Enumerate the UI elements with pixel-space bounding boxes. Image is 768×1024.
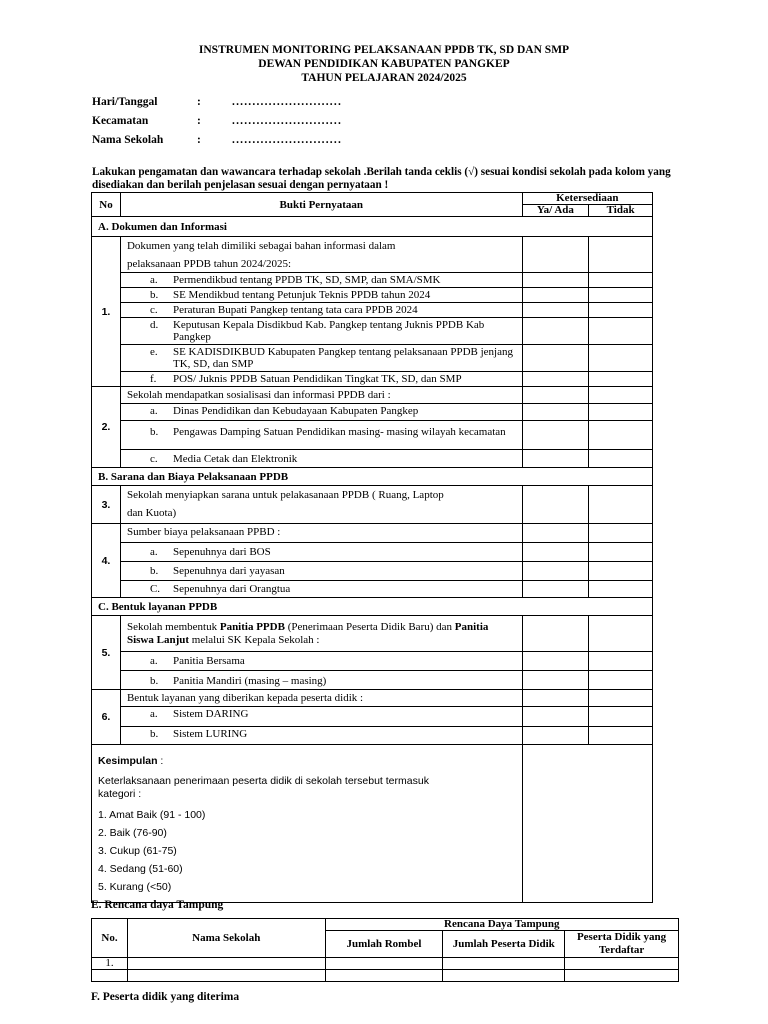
check-ya[interactable] [522,562,589,581]
header-title: INSTRUMEN MONITORING PELAKSANAAN PPDB TK, SD DAN SMP [198,44,570,56]
cell-rombel[interactable] [325,958,443,970]
question-text-line: pelaksanaan PPDB tahun 2024/2025: [126,258,292,270]
check-tidak[interactable] [589,372,653,387]
item-text: Sistem DARING [172,708,249,720]
section-f-heading: F. Peserta didik yang diterima [91,991,240,1003]
item-letter: e. [149,346,158,358]
instruction-text: Lakukan pengamatan dan wawancara terhadap sekolah .Berilah tanda ceklis (√) sesuai kondisi sekolah pada kolom yang disediakan dan berilah penjelasan sesuai dengan pernyataan ! [92,166,671,191]
question-text-line: Sekolah menyiapkan sarana untuk pelakasanaan PPDB ( Ruang, Laptop [126,489,444,501]
category-item: 4. Sedang (51-60) [98,863,183,875]
item-letter: f. [149,373,157,385]
field-blank: ........................... [232,134,343,146]
check-tidak[interactable] [589,318,653,345]
question-number: 5. [92,616,121,690]
kesimpulan-text: Keterlaksanaan penerimaan peserta didik di sekolah tersebut termasuk kategori : [98,775,429,800]
check-ya[interactable] [522,727,589,745]
monitoring-table [91,192,653,903]
category-item: 5. Kurang (<50) [98,881,172,893]
list-item [120,543,522,562]
check-ya[interactable] [522,707,589,727]
col-header-no: No [92,193,121,217]
item-text: Sepenuhnya dari yayasan [172,565,285,577]
item-letter: b. [149,565,159,577]
item-letter: c. [149,453,158,465]
check-ya[interactable] [522,671,589,690]
category-item: 1. Amat Baik (91 - 100) [98,809,206,821]
field-kecamatan[interactable] [92,115,342,134]
list-item [120,562,522,581]
check-tidak[interactable] [589,581,653,598]
item-letter: b. [149,675,159,687]
col-header-tidak: Tidak [589,205,653,217]
check-tidak[interactable] [589,562,653,581]
cell-terdaftar[interactable] [565,970,679,982]
item-letter: b. [149,426,159,438]
list-item [120,727,522,745]
check-tidak[interactable] [589,524,653,543]
check-tidak[interactable] [589,616,653,652]
item-letter: d. [149,319,159,331]
field-label: Hari/Tanggal [92,96,158,108]
cell-rombel[interactable] [325,970,443,982]
col-header-ya: Ya/ Ada [522,205,589,217]
section-e-heading: E. Rencana daya Tampung [91,899,224,911]
check-ya[interactable] [522,303,589,318]
list-item [120,421,522,450]
field-colon: : [197,96,201,108]
item-text: Peraturan Bupati Pangkep tentang tata cara PPDB 2024 [172,304,418,316]
item-text: Dinas Pendidikan dan Kebudayaan Kabupaten Pangkep [172,405,419,417]
question-number: 2. [92,387,121,468]
check-tidak[interactable] [589,652,653,671]
check-tidak[interactable] [589,273,653,288]
check-ya[interactable] [522,273,589,288]
category-item: 2. Baik (76-90) [98,827,167,839]
item-text: Permendikbud tentang PPDB TK, SD, SMP, dan SMA/SMK [172,274,441,286]
check-ya[interactable] [522,543,589,562]
list-item [120,345,522,372]
check-tidak[interactable] [589,727,653,745]
check-tidak[interactable] [589,421,653,450]
document-header [0,43,768,85]
check-ya[interactable] [522,616,589,652]
list-item [120,652,522,671]
item-text: Pengawas Damping Satuan Pendidikan masing- masing wilayah kecamatan [172,426,506,438]
field-label: Kecamatan [92,115,149,127]
item-letter: a. [149,708,158,720]
question-text-bold: Panitia PPDB [219,621,285,633]
check-tidak[interactable] [589,237,653,273]
list-item [120,450,522,468]
item-text: SE Mendikbud tentang Petunjuk Teknis PPDB tahun 2024 [172,289,431,301]
list-item [120,404,522,421]
check-ya[interactable] [522,288,589,303]
category-item: 3. Cukup (61-75) [98,845,177,857]
item-letter: a. [149,546,158,558]
field-nama-sekolah[interactable] [92,134,342,153]
question-text: Bentuk layanan yang diberikan kepada peserta didik : [120,690,522,707]
cell-nama-sekolah[interactable] [127,970,325,982]
question-text-line: Dokumen yang telah dimiliki sebagai bahan informasi dalam [126,240,396,252]
check-tidak[interactable] [589,387,653,404]
question-number: 4. [92,524,121,598]
item-text: Panitia Bersama [172,655,245,667]
cell-peserta[interactable] [443,958,565,970]
cell-terdaftar[interactable] [565,958,679,970]
check-ya[interactable] [522,690,589,707]
check-ya[interactable] [522,237,589,273]
item-text: Media Cetak dan Elektronik [172,453,298,465]
col-header-no: No. [92,919,128,958]
check-ya[interactable] [522,345,589,372]
list-item [120,372,522,387]
question-text [120,237,522,273]
question-text [120,616,522,652]
item-text: Sepenuhnya dari BOS [172,546,271,558]
question-text-part: melalui SK Kepala Sekolah : [189,634,320,646]
item-text: Sepenuhnya dari Orangtua [172,583,291,595]
check-tidak[interactable] [589,404,653,421]
check-ya[interactable] [522,372,589,387]
section-b-heading: B. Sarana dan Biaya Pelaksanaan PPDB [92,468,653,486]
check-ya[interactable] [522,581,589,598]
question-text-part: (Penerimaan Peserta Didik Baru) dan [284,621,455,633]
list-item [120,707,522,727]
check-tidak[interactable] [589,288,653,303]
section-c-heading: C. Bentuk layanan PPDB [92,598,653,616]
kesimpulan-box[interactable] [92,745,523,903]
item-letter: b. [149,289,159,301]
cell-peserta[interactable] [443,970,565,982]
cell-nama-sekolah[interactable] [127,958,325,970]
check-tidak[interactable] [589,690,653,707]
header-year: TAHUN PELAJARAN 2024/2025 [301,72,467,84]
daya-tampung-table [91,918,679,982]
item-text: POS/ Juknis PPDB Satuan Pendidikan Tingkat TK, SD, dan SMP [172,373,462,385]
question-text-part: Sekolah membentuk [126,621,220,633]
item-text: Sistem LURING [172,728,248,740]
list-item [120,303,522,318]
check-ya[interactable] [522,486,589,524]
col-header-ketersediaan: Ketersediaan [522,193,652,205]
check-ya[interactable] [522,421,589,450]
header-organization: DEWAN PENDIDIKAN KABUPATEN PANGKEP [258,58,510,70]
check-ya[interactable] [522,652,589,671]
list-item [120,318,522,345]
question-text [120,486,522,524]
check-ya[interactable] [522,318,589,345]
check-tidak[interactable] [589,345,653,372]
check-ya[interactable] [522,450,589,468]
list-item [120,273,522,288]
check-tidak[interactable] [589,303,653,318]
check-tidak[interactable] [589,707,653,727]
question-number: 3. [92,486,121,524]
question-text-line: dan Kuota) [126,507,177,519]
col-header-bukti: Bukti Pernyataan [120,193,522,217]
field-colon: : [197,134,201,146]
check-tidak[interactable] [589,543,653,562]
item-letter: a. [149,405,158,417]
list-item [120,288,522,303]
col-header-peserta: Jumlah Peserta Didik [443,931,565,958]
check-ya[interactable] [522,404,589,421]
col-header-terdaftar: Peserta Didik yang Terdaftar [565,931,679,958]
item-text: Keputusan Kepala Disdikbud Kab. Pangkep tentang Juknis PPDB Kab Pangkep [172,319,485,343]
list-item [120,671,522,690]
field-blank: ........................... [232,96,343,108]
item-letter: b. [149,728,159,740]
item-letter: C. [149,583,161,595]
item-letter: a. [149,655,158,667]
question-number: 1. [92,237,121,387]
kesimpulan-empty [522,745,652,903]
question-number: 6. [92,690,121,745]
list-item [120,581,522,598]
col-header-nama-sekolah: Nama Sekolah [127,919,325,958]
field-blank: ........................... [232,115,343,127]
question-text: Sumber biaya pelaksanaan PPBD : [120,524,522,543]
field-colon: : [197,115,201,127]
question-text-bold: Panitia Siswa Lanjut [126,621,489,646]
question-text: Sekolah mendapatkan sosialisasi dan informasi PPDB dari : [120,387,522,404]
col-header-rencana: Rencana Daya Tampung [325,919,678,931]
field-label: Nama Sekolah [92,134,164,146]
section-a-heading: A. Dokumen dan Informasi [92,217,653,237]
check-tidak[interactable] [589,671,653,690]
row-number [92,970,128,982]
identity-fields [92,96,342,153]
item-letter: c. [149,304,158,316]
check-ya[interactable] [522,387,589,404]
kesimpulan-title: Kesimpulan [98,755,158,767]
kesimpulan-colon: : [157,755,164,767]
check-tidak[interactable] [589,486,653,524]
row-number: 1. [92,958,128,970]
check-tidak[interactable] [589,450,653,468]
check-ya[interactable] [522,524,589,543]
field-hari-tanggal[interactable] [92,96,342,115]
item-text: Panitia Mandiri (masing – masing) [172,675,327,687]
item-letter: a. [149,274,158,286]
col-header-rombel: Jumlah Rombel [325,931,443,958]
item-text: SE KADISDIKBUD Kabupaten Pangkep tentang pelaksanaan PPDB jenjang TK, SD, dan SMP [172,346,513,370]
